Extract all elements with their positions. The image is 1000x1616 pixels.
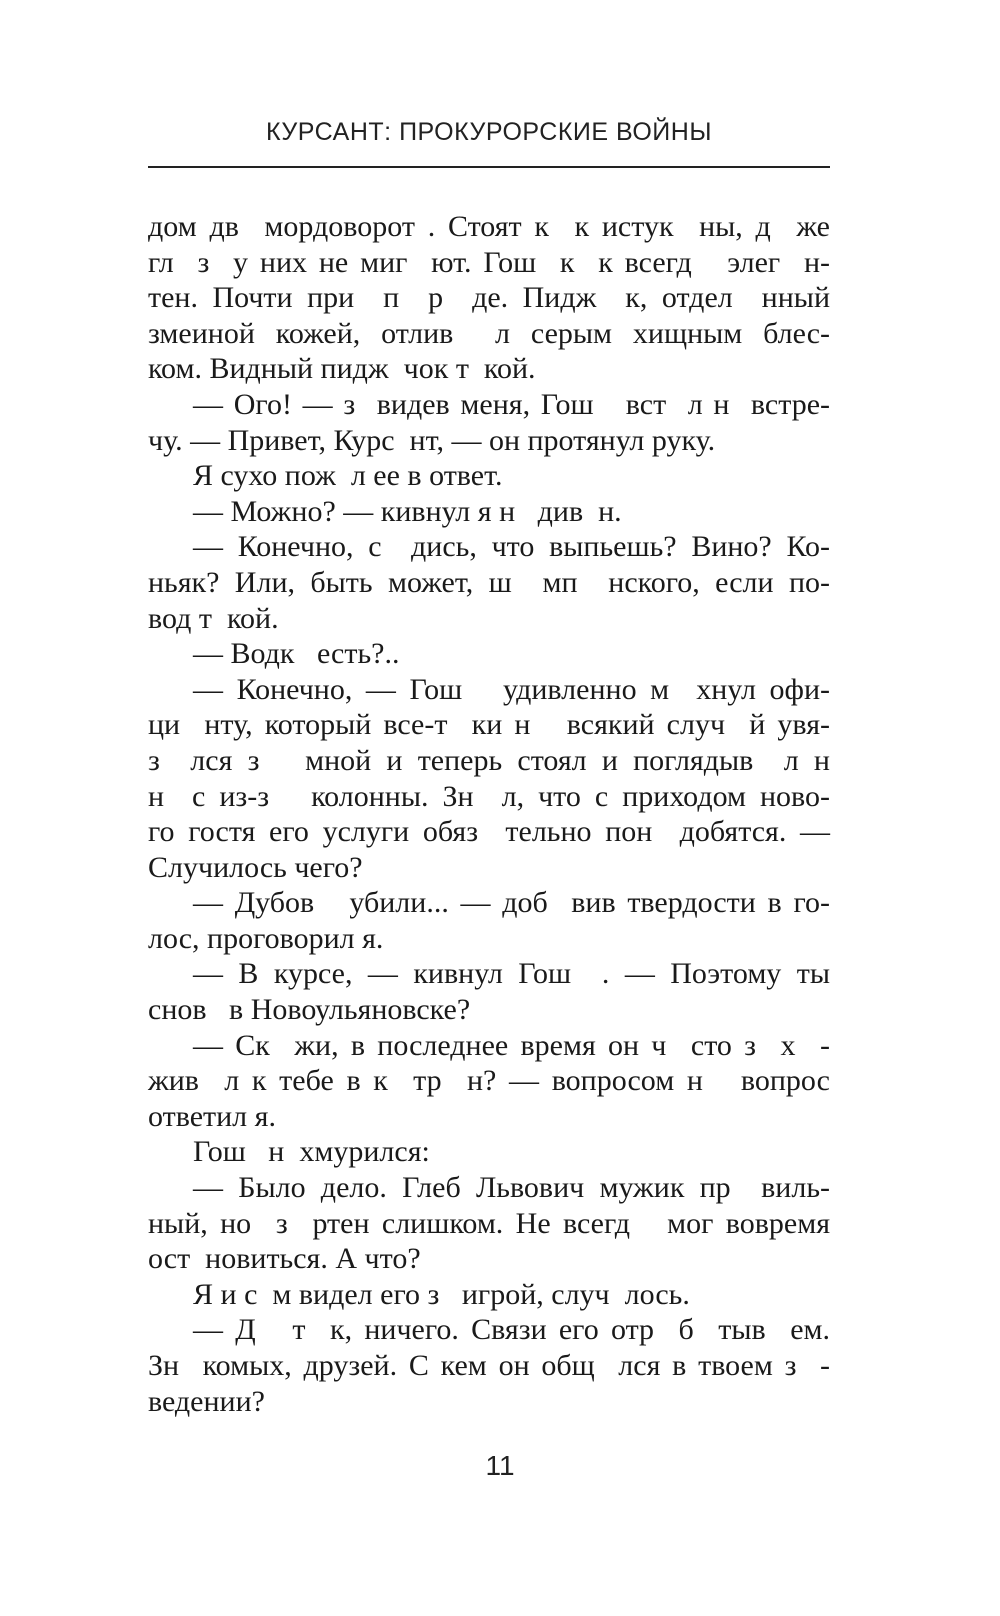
text-line: дом дв мордоворот . Стоят к к истук ны, д же (148, 210, 830, 243)
text-line: — Можно? — кивнул я н див н. (193, 494, 622, 528)
text-line: — Было дело. Глеб Львович мужик пр виль- (193, 1171, 830, 1205)
text-line: Я сухо пож л ее в ответ. (193, 459, 503, 493)
text-line: чу. — Привет, Курс нт, — он протянул руку. (148, 423, 716, 457)
text-line: Я и с м видел его з игрой, случ лось. (193, 1277, 690, 1311)
header-divider (148, 166, 830, 168)
text-line: ком. Видный пидж чок т кой. (148, 352, 536, 386)
text-line: ци нту, который все-т ки н всякий случ й увя- (148, 708, 830, 742)
text-line: — Д т к, ничего. Связи его отр б тыв ем. (193, 1313, 830, 1347)
text-line: тен. Почти при п р де. Пидж к, отдел нный (148, 281, 830, 315)
text-line: змеиной кожей, отлив л серым хищным блес- (148, 316, 830, 350)
text-line: — Конечно, — Гош удивленно м хнул офи- (193, 672, 830, 706)
text-line: ответил я. (148, 1099, 276, 1133)
text-line: ост новиться. А что? (148, 1242, 421, 1276)
text-line: жив л к тебе в к тр н? — вопросом н вопрос (148, 1064, 830, 1098)
text-line: ньяк? Или, быть может, ш мп нского, если по- (148, 565, 830, 599)
text-line: — В курсе, — кивнул Гош . — Поэтому ты (193, 957, 830, 991)
text-line: вод т кой. (148, 601, 279, 635)
text-line: н с из-з колонны. Зн л, что с приходом ново- (148, 779, 830, 813)
text-line: — Ск жи, в последнее время он ч сто з х - (193, 1028, 830, 1062)
text-line: лос, проговорил я. (148, 921, 384, 955)
text-line: — Дубов убили... — доб вив твердости в го- (193, 886, 830, 920)
text-line: — Ого! — з видев меня, Гош вст л н встре- (193, 387, 830, 421)
running-header: КУРСАНТ: ПРОКУРОРСКИЕ ВОЙНЫ (266, 118, 712, 146)
body-text (148, 209, 830, 1419)
text-line: Гош н хмурился: (193, 1135, 430, 1169)
page-number: 11 (485, 1450, 515, 1481)
text-line: — Водк есть?.. (193, 637, 400, 671)
text-line: снов в Новоульяновске? (148, 993, 471, 1027)
text-line: Случилось чего? (148, 850, 363, 884)
text-line: ведении? (148, 1384, 265, 1418)
text-line: го гостя его услуги обяз тельно пон добятся. — (148, 815, 830, 849)
text-line: гл з у них не миг ют. Гош к к всегд элег н- (148, 245, 830, 279)
text-line: Зн комых, друзей. С кем он общ лся в твоем з - (148, 1349, 830, 1382)
text-line: з лся з мной и теперь стоял и поглядыв л н (148, 743, 830, 777)
text-line: — Конечно, с дись, что выпьешь? Вино? Ко- (193, 530, 830, 564)
text-line: ный, но з ртен слишком. Не всегд мог вовремя (148, 1206, 830, 1240)
